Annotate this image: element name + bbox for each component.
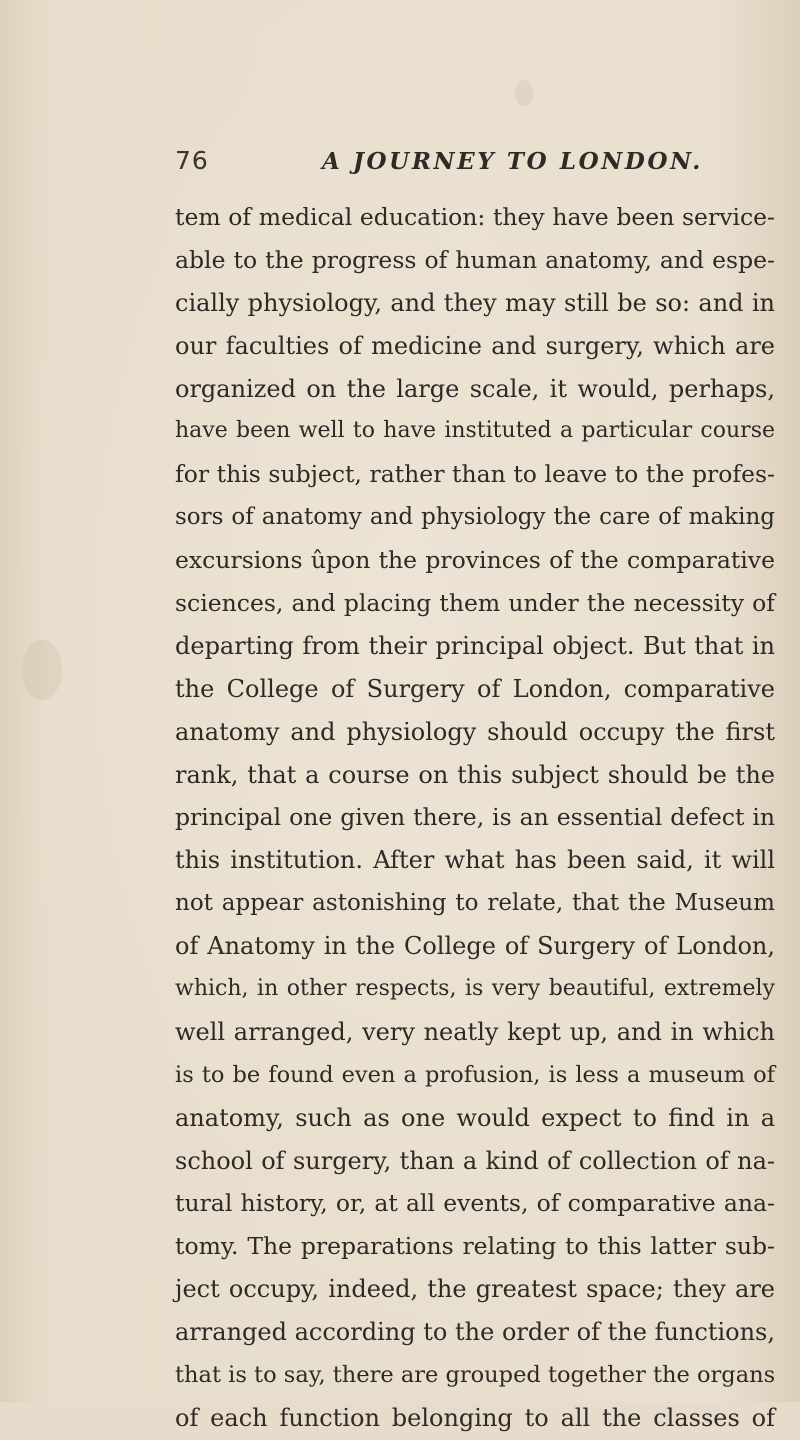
text-line: principal one given there, is an essential defect in — [175, 803, 775, 832]
text-line: sciences, and placing them under the necessity of — [175, 589, 775, 618]
text-line: of each function belonging to all the classes of — [175, 1403, 775, 1432]
text-line: anatomy and physiology should occupy the first — [175, 717, 775, 746]
text-line: arranged according to the order of the functions, — [175, 1318, 775, 1347]
text-line: which, in other respects, is very beautiful, extremely — [175, 976, 775, 1002]
body-text — [175, 196, 775, 1440]
text-line: that is to say, there are grouped together the organs — [175, 1362, 776, 1389]
text-line: not appear astonishing to relate, that the Museum — [175, 890, 775, 917]
text-line: rank, that a course on this subject should be the — [175, 760, 775, 789]
text-line: this institution. After what has been said, it will — [175, 846, 775, 875]
text-line: able to the progress of human anatomy, and espe- — [175, 245, 775, 274]
text-line: is to be found even a profusion, is less a museum of — [175, 1061, 775, 1088]
running-title: A JOURNEY TO LONDON. — [322, 148, 703, 175]
paper-stain — [22, 640, 62, 700]
text-line: for this subject, rather than to leave to the profes- — [175, 460, 775, 489]
text-line: well arranged, very neatly kept up, and in which — [175, 1017, 775, 1046]
page-header — [175, 146, 735, 180]
text-line: have been well to have instituted a particular course — [175, 418, 775, 444]
text-line: school of surgery, than a kind of collection of na- — [175, 1146, 775, 1175]
text-line: tural history, or, at all events, of comparative ana- — [175, 1189, 775, 1218]
text-line: excursions ûpon the provinces of the comparative — [175, 546, 775, 575]
text-line: sors of anatomy and physiology the care of making — [175, 504, 775, 531]
text-line: ject occupy, indeed, the greatest space; they are — [175, 1275, 775, 1304]
paper-stain — [515, 80, 533, 106]
page-number: 76 — [175, 146, 209, 175]
text-line: organized on the large scale, it would, perhaps, — [175, 374, 775, 403]
text-line: cially physiology, and they may still be so: and in — [175, 288, 775, 317]
text-line: anatomy, such as one would expect to find in a — [175, 1103, 775, 1132]
text-line: tem of medical education: they have been service- — [175, 203, 775, 231]
text-line: the College of Surgery of London, comparative — [175, 674, 775, 703]
text-line: our faculties of medicine and surgery, which are — [175, 331, 775, 360]
text-line: of Anatomy in the College of Surgery of London, — [175, 932, 775, 961]
text-line: tomy. The preparations relating to this latter sub- — [175, 1232, 775, 1261]
text-line: departing from their principal object. But that in — [175, 631, 775, 660]
